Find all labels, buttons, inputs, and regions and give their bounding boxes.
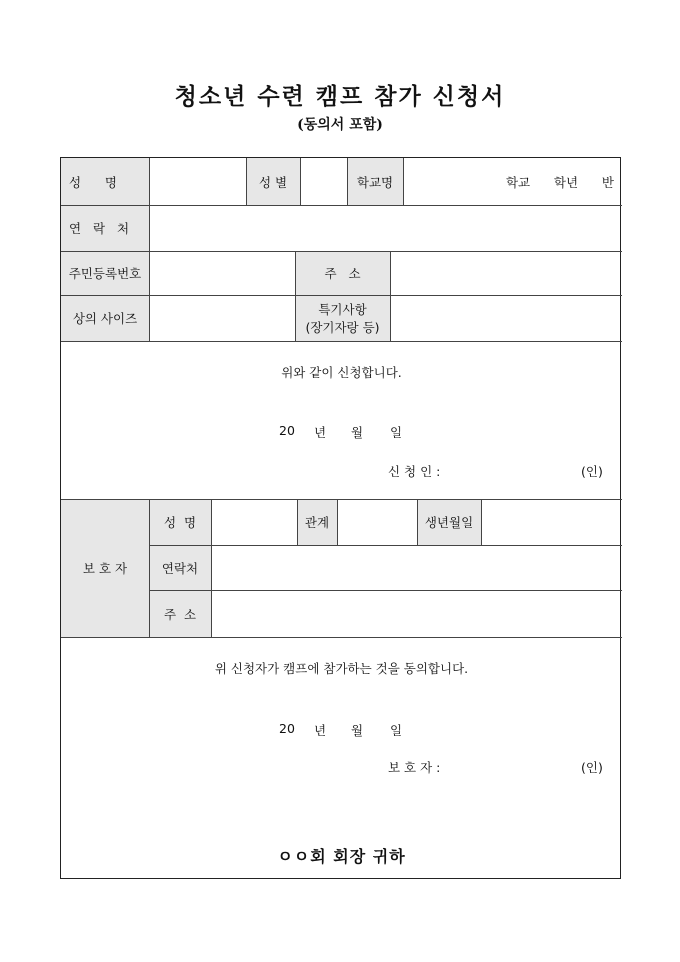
grid-line: [149, 499, 150, 637]
consent-date-year: 20: [279, 721, 295, 736]
guardian-section-label: [61, 499, 149, 637]
consent-date-month-unit: 월: [351, 723, 364, 738]
consent-date-year-unit: 년: [314, 723, 327, 738]
guardian-relation-label-text: 관계: [304, 515, 330, 530]
grid-line: [297, 499, 298, 545]
address-label: [295, 251, 390, 295]
consent-signer-label: 보 호 자 :: [388, 760, 441, 775]
shirt-size-field[interactable]: [149, 295, 295, 341]
special-label-line2: (장기자랑 등): [305, 320, 380, 335]
grid-line: [149, 590, 622, 591]
resident-id-label: [61, 251, 149, 295]
gender-label-text: 성 별: [258, 174, 288, 190]
grid-line: [149, 545, 622, 546]
statement-section: [61, 341, 622, 499]
grid-line: [61, 341, 622, 342]
grid-line: [61, 499, 622, 500]
statement-date-day-unit: 일: [390, 425, 403, 440]
grid-line: [211, 499, 212, 637]
contact-label-text: 연 락 처: [69, 221, 130, 236]
guardian-relation-field[interactable]: [337, 499, 417, 545]
special-label: [295, 295, 390, 341]
gender-field[interactable]: [300, 158, 347, 205]
form-title: 청소년 수련 캠프 참가 신청서: [174, 83, 506, 110]
grid-line: [246, 158, 247, 205]
special-field[interactable]: [390, 295, 622, 341]
address-field[interactable]: [390, 251, 622, 295]
special-label-line1: 특기사항: [318, 302, 367, 317]
name-field[interactable]: [149, 158, 246, 205]
school-field[interactable]: [403, 158, 622, 205]
guardian-name-label: [149, 499, 211, 545]
contact-label: [61, 205, 149, 251]
school-label: [347, 158, 403, 205]
consent-text: 위 신청자가 캠프에 참가하는 것을 동의합니다.: [214, 661, 469, 676]
guardian-birth-label: [417, 499, 481, 545]
grid-line: [481, 499, 482, 545]
guardian-section-label-text: 보 호 자: [82, 561, 128, 576]
grid-line: [300, 158, 301, 205]
school-label-text: 학교명: [356, 174, 394, 190]
resident-id-field[interactable]: [149, 251, 295, 295]
grid-line: [61, 295, 622, 296]
contact-field[interactable]: [149, 205, 622, 251]
address-label-text: 주 소: [324, 266, 361, 281]
consent-seal: (인): [581, 760, 603, 775]
form-subtitle: (동의서 포함): [297, 117, 383, 133]
grid-line: [390, 251, 391, 341]
guardian-contact-label: [149, 545, 211, 590]
guardian-contact-field[interactable]: [211, 545, 622, 590]
grid-line: [337, 499, 338, 545]
grid-line: [61, 251, 622, 252]
shirt-size-label-text: 상의 사이즈: [72, 311, 138, 326]
application-form: [60, 157, 621, 879]
grid-line: [295, 251, 296, 341]
shirt-size-label: [61, 295, 149, 341]
grid-line: [61, 205, 622, 206]
name-label: [61, 158, 149, 205]
guardian-address-label-text: 주 소: [163, 606, 197, 622]
grid-line: [403, 158, 404, 205]
guardian-birth-label-text: 생년월일: [424, 515, 474, 530]
statement-seal: (인): [581, 464, 603, 479]
gender-label: [246, 158, 300, 205]
guardian-address-field[interactable]: [211, 590, 622, 637]
statement-signer-label: 신 청 인 :: [388, 464, 441, 479]
guardian-relation-label: [297, 499, 337, 545]
guardian-birth-field[interactable]: [481, 499, 622, 545]
grid-line: [417, 499, 418, 545]
grid-line: [347, 158, 348, 205]
statement-date-year-unit: 년: [314, 425, 327, 440]
statement-text: 위와 같이 신청합니다.: [281, 365, 402, 380]
footer-recipient: ㅇㅇ회 회장 귀하: [277, 847, 406, 866]
resident-id-label-text: 주민등록번호: [68, 266, 142, 281]
school-suffix-text: 학교 학년 반: [505, 174, 614, 190]
name-label-text: 성 명: [69, 174, 117, 190]
guardian-name-label-text: 성 명: [163, 515, 197, 530]
guardian-address-label: [149, 590, 211, 637]
statement-date-month-unit: 월: [351, 425, 364, 440]
grid-line: [149, 158, 150, 341]
grid-line: [61, 637, 622, 638]
consent-date-day-unit: 일: [390, 723, 403, 738]
statement-date-year: 20: [279, 423, 295, 438]
guardian-name-field[interactable]: [211, 499, 297, 545]
guardian-contact-label-text: 연락처: [161, 560, 199, 576]
